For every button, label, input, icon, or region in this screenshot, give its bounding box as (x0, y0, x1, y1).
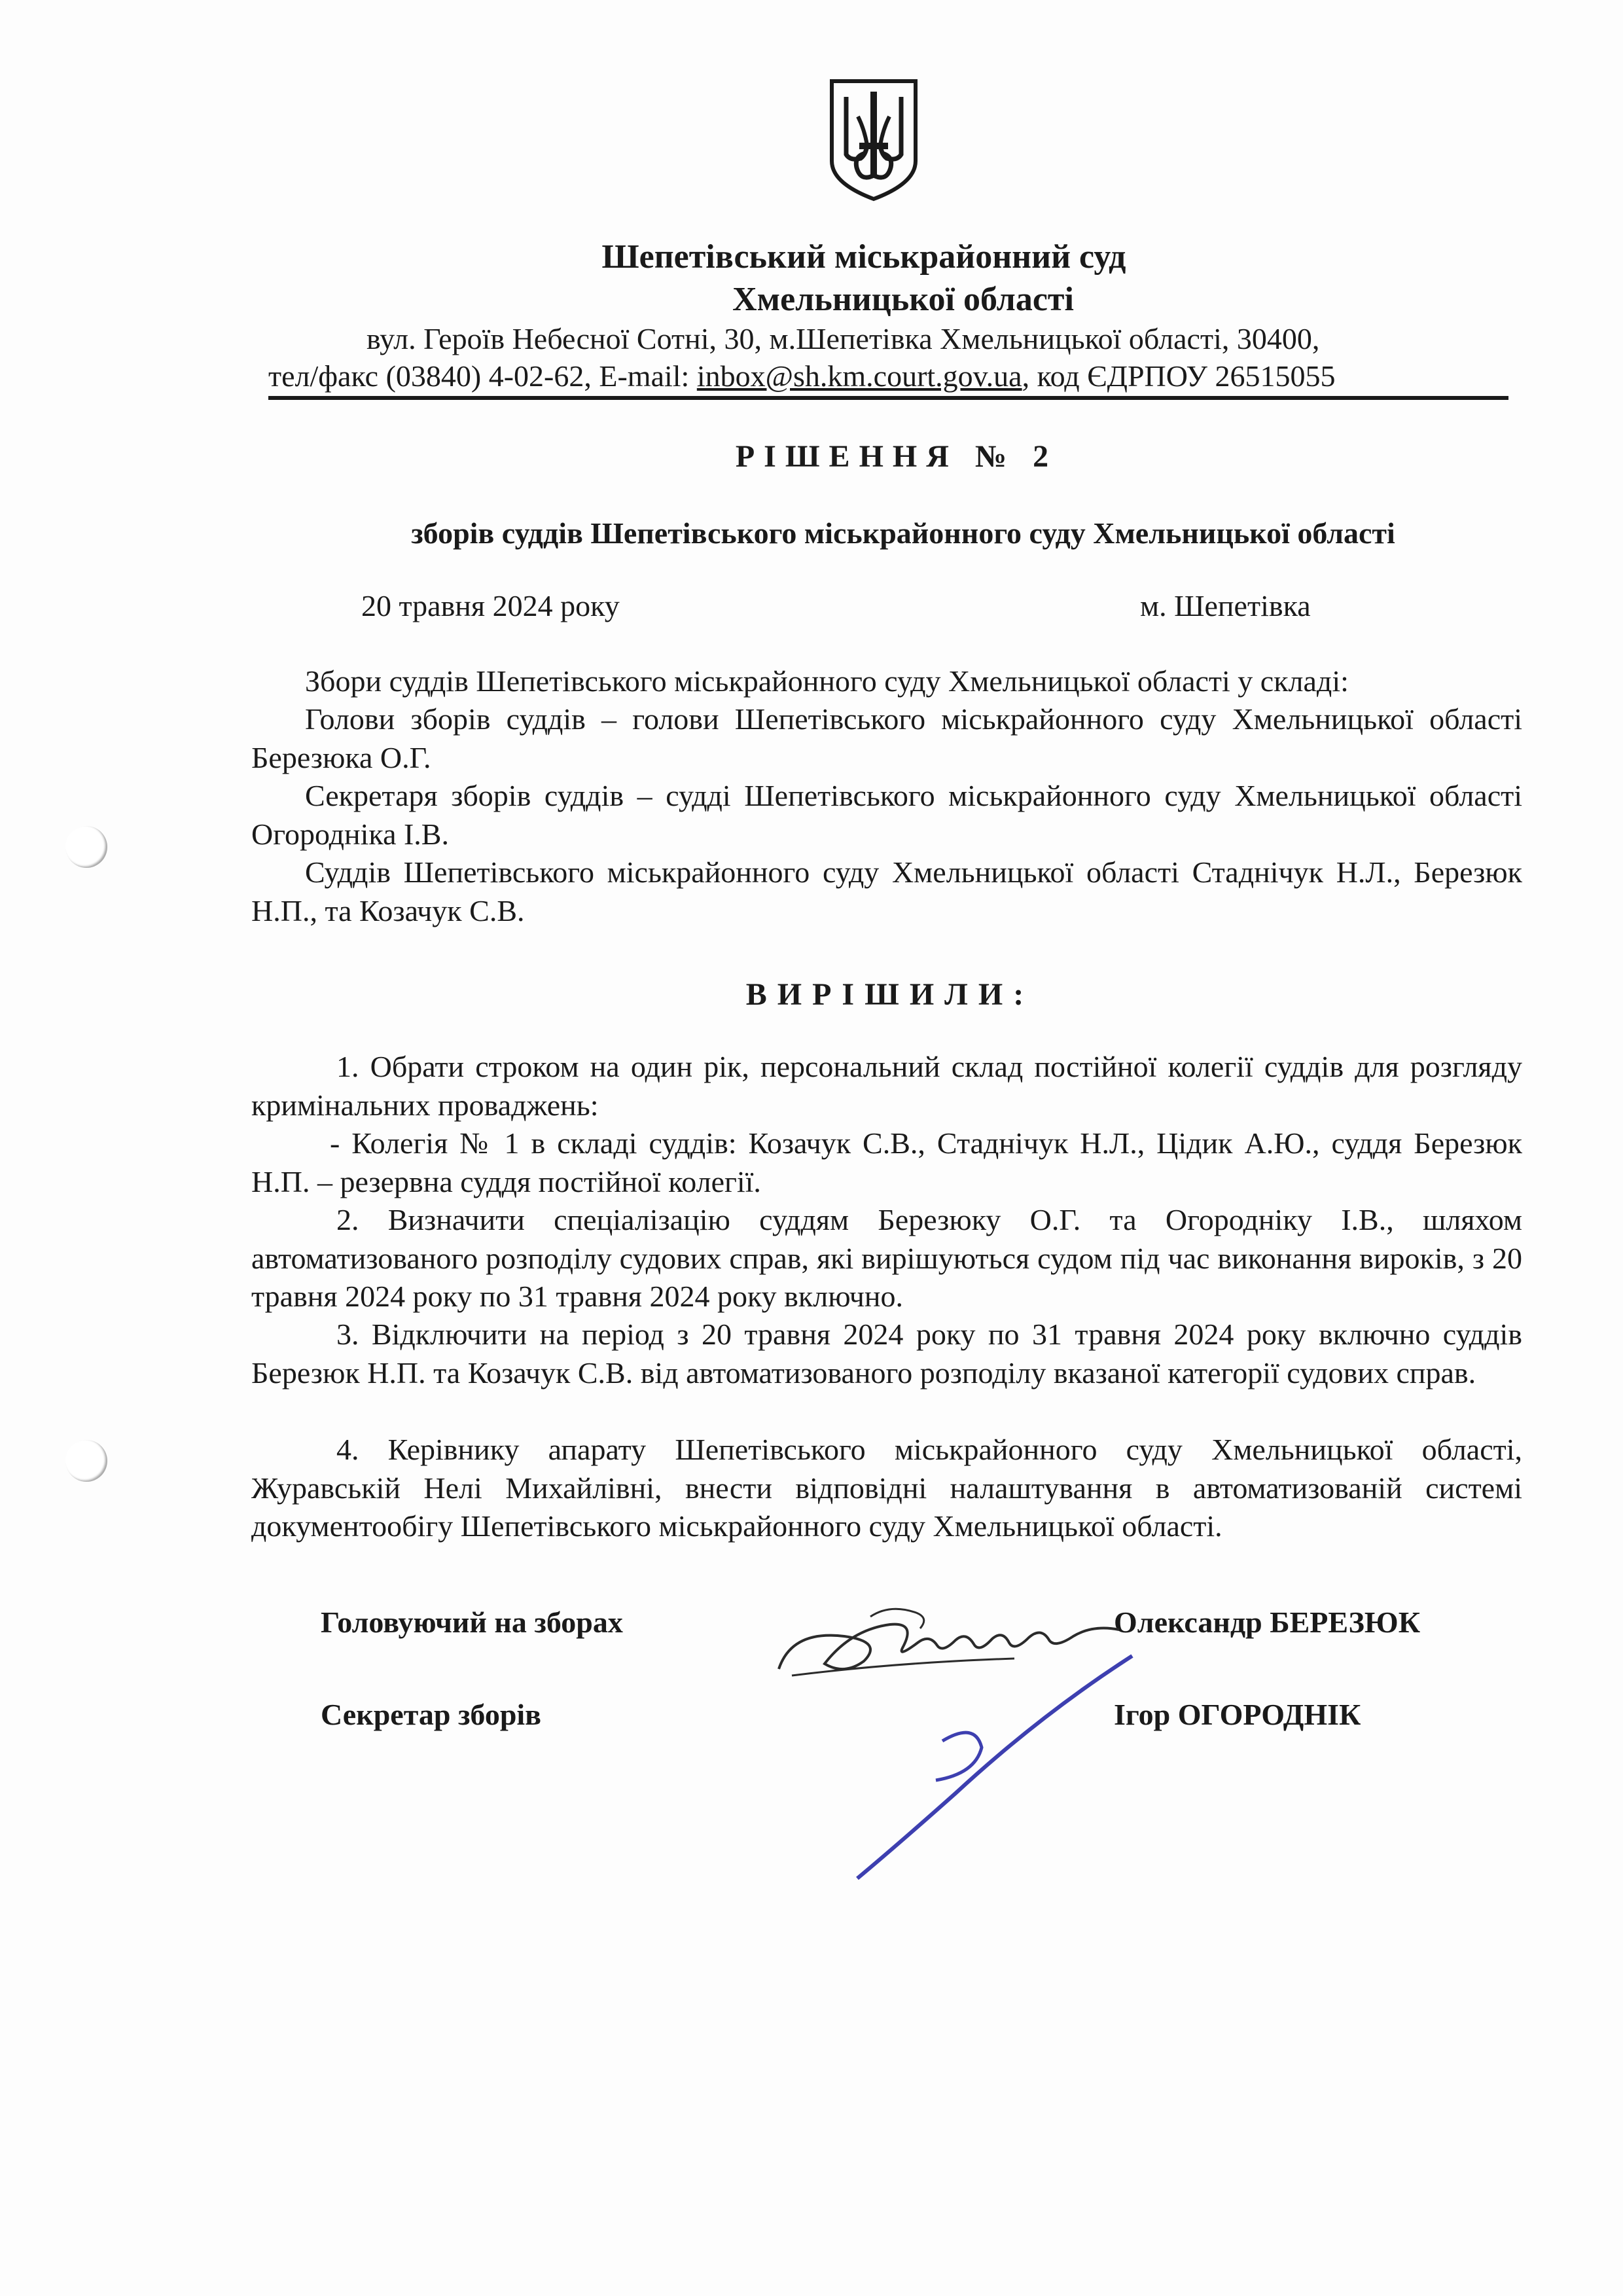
court-name-line1: Шепетівський міськрайонний суд (601, 238, 1126, 276)
decision-item-4: 4. Керівнику апарату Шепетівського міськрайонного суду Хмельницької області, Журавській Нелі Михайлівні, внести відповідні налаштування в автоматизованій системі документообігу Шепетівського міськрайонного суду Хмельницької області. (251, 1433, 1522, 1543)
email-link[interactable]: inbox@sh.km.court.gov.ua (696, 359, 1022, 393)
secretary-name: Ігор ОГОРОДНІК (1114, 1698, 1361, 1731)
punch-hole-bottom (65, 1440, 107, 1482)
header-divider (268, 396, 1508, 400)
decision-subtitle: зборів суддів Шепетівського міськрайонного суду Хмельницької області (411, 516, 1395, 550)
decision-place: м. Шепетівка (1140, 589, 1311, 622)
court-name-line2: Хмельницької області (732, 281, 1074, 318)
punch-hole-top (65, 826, 107, 868)
decision-date: 20 травня 2024 року (361, 589, 620, 622)
court-contacts (268, 358, 1335, 395)
coat-of-arms-icon (828, 77, 919, 202)
decided-heading: ВИРІШИЛИ: (745, 977, 1035, 1012)
composition-chair: Голови зборів суддів – голови Шепетівського міськрайонного суду Хмельницької області Березюка О.Г. (251, 702, 1522, 774)
court-address: вул. Героїв Небесної Сотні, 30, м.Шепетівка Хмельницької області, 30400, (366, 322, 1320, 355)
secretary-role: Секретар зборів (321, 1698, 542, 1731)
decision-item-1-sub: - Колегія № 1 в складі суддів: Козачук С.В., Стаднічук Н.Л., Цідик А.Ю., суддя Березюк Н.П. – резервна суддя постійної колегії. (251, 1126, 1522, 1198)
decision-item-3: 3. Відключити на період з 20 травня 2024 року по 31 травня 2024 року включно суддів Березюк Н.П. та Козачук С.В. від автоматизованого розподілу вказаної категорії судових справ. (251, 1318, 1522, 1390)
decision-item-2: 2. Визначити спеціалізацію суддям Березюку О.Г. та Огородніку І.В., шляхом автоматизованого розподілу судових справ, які вирішуються судом під час виконання вироків, з 20 травня 2024 року по 31 травня 2024 року включно. (251, 1203, 1522, 1313)
contacts-prefix: тел/факс (03840) 4-02-62, E-mail: (268, 359, 697, 393)
contacts-suffix: , код ЄДРПОУ 26515055 (1022, 359, 1336, 393)
chair-role: Головуючий на зборах (321, 1605, 623, 1639)
composition-intro: Збори суддів Шепетівського міськрайонного суду Хмельницької області у складі: (305, 664, 1349, 698)
composition-secretary: Секретаря зборів суддів – судді Шепетівського міськрайонного суду Хмельницької області Огородніка І.В. (251, 779, 1522, 851)
decision-title: РІШЕННЯ № 2 (735, 439, 1058, 474)
decision-item-1: 1. Обрати строком на один рік, персональний склад постійної колегії суддів для розгляду кримінальних проваджень: (251, 1050, 1522, 1122)
chair-name: Олександр БЕРЕЗЮК (1114, 1605, 1421, 1639)
secretary-signature-icon (844, 1649, 1145, 1885)
composition-judges: Суддів Шепетівського міськрайонного суду Хмельницької області Стаднічук Н.Л., Березюк Н.П., та Козачук С.В. (251, 855, 1522, 927)
